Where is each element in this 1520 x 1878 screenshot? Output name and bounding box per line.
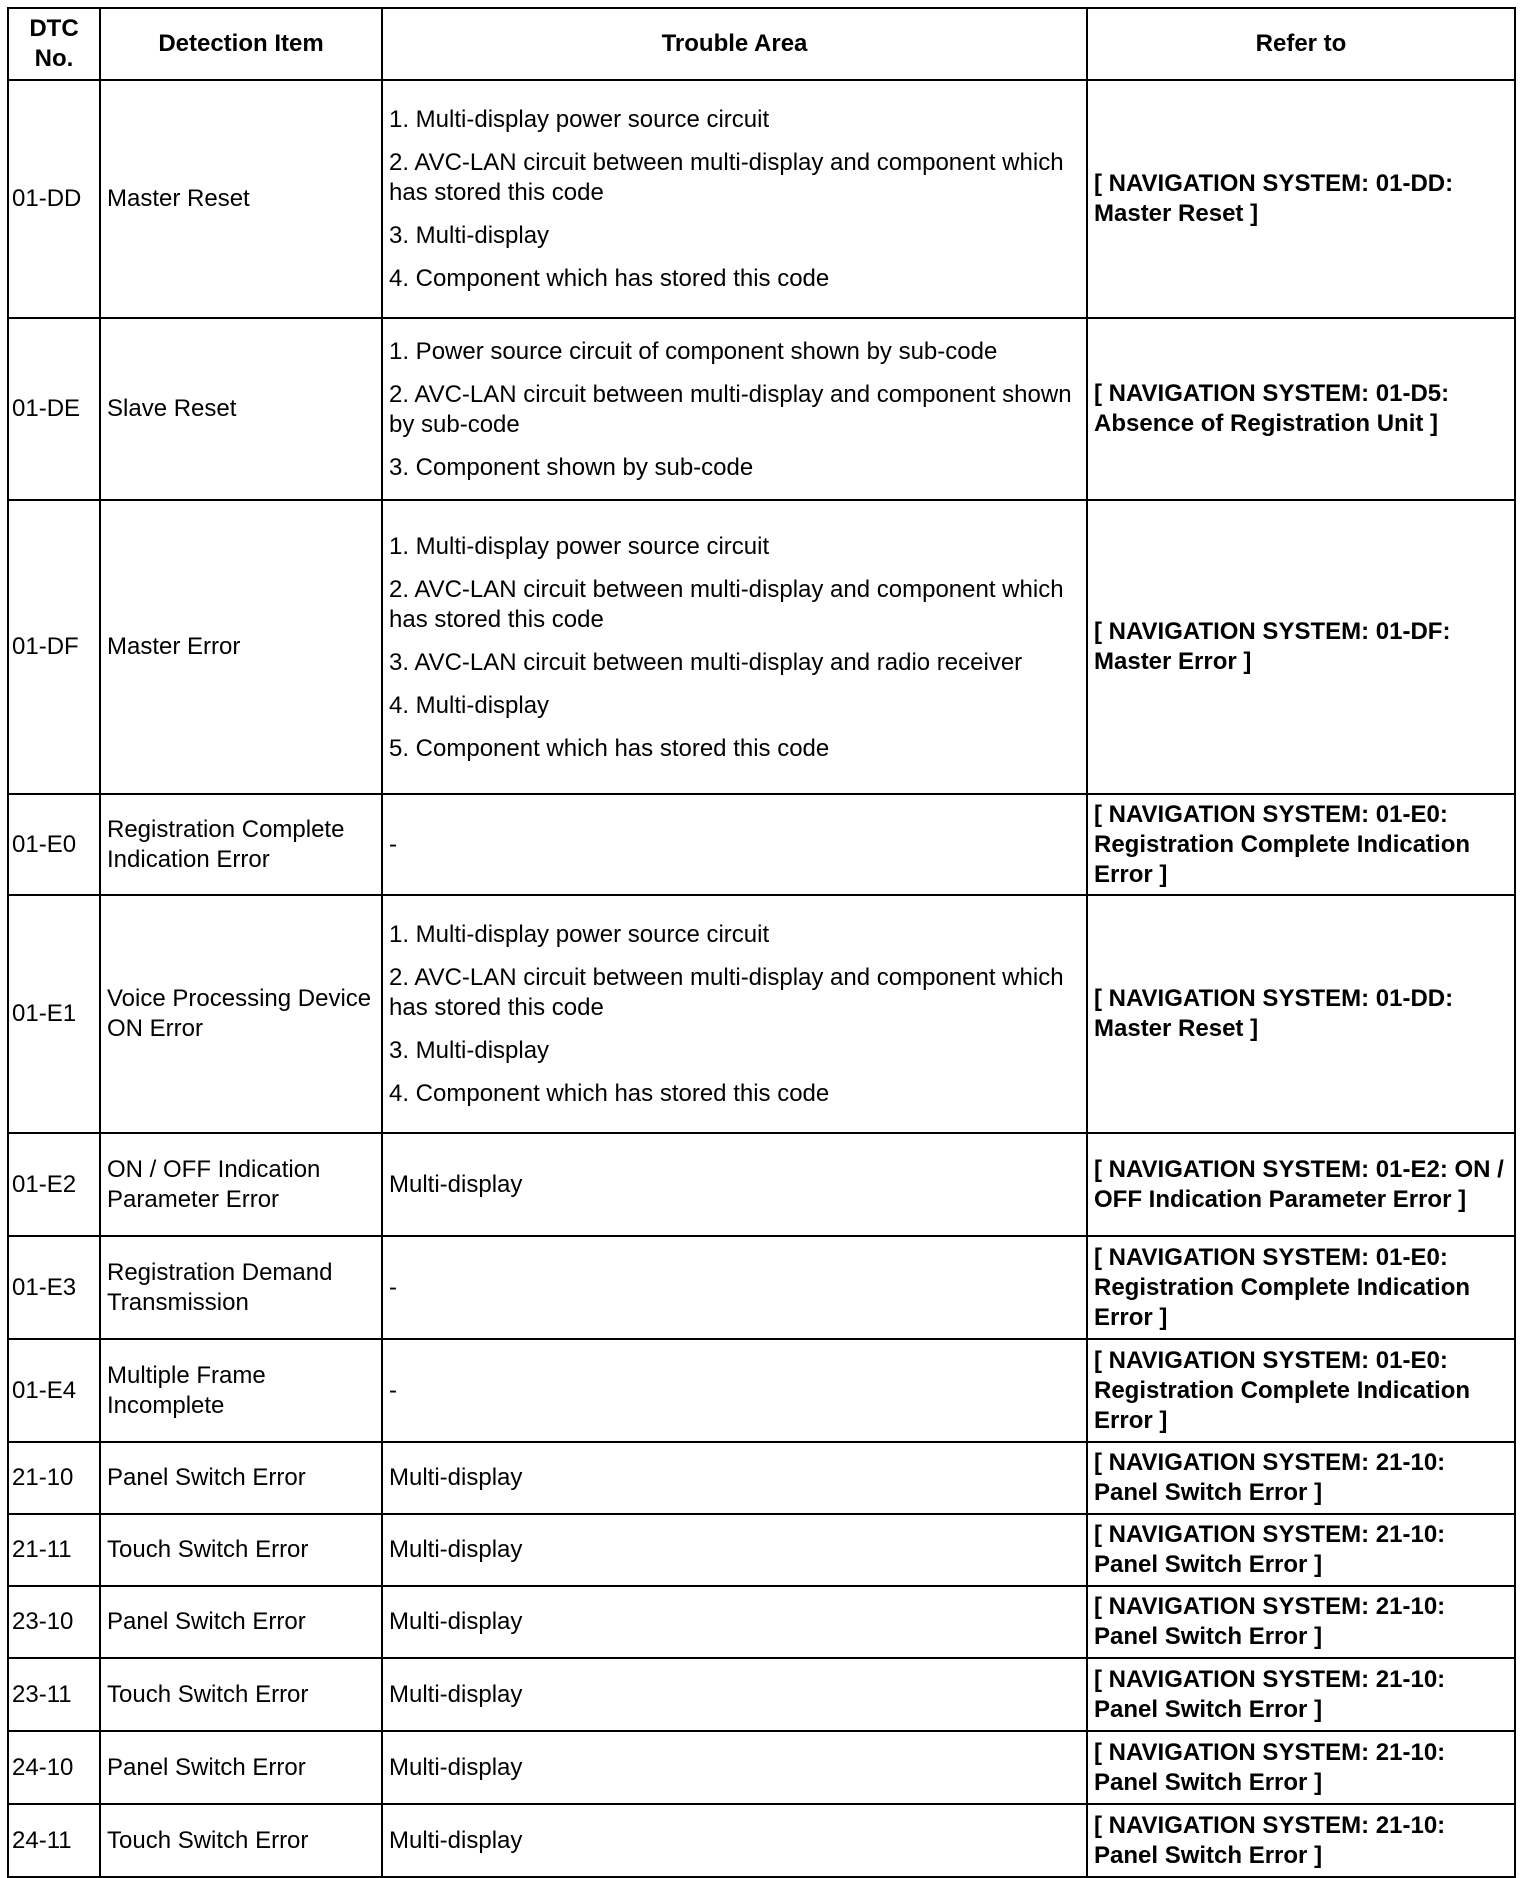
detection-item-cell: Master Reset [100,80,382,318]
trouble-area-cell [382,895,1087,1133]
detection-item-cell: Slave Reset [100,318,382,500]
dtc-code-cell: 24-10 [8,1731,100,1804]
dtc-code-cell: 23-11 [8,1658,100,1731]
table-row [8,895,1515,1133]
refer-to-cell: [ NAVIGATION SYSTEM: 21-10: Panel Switch Error ] [1087,1804,1515,1877]
detection-item-cell: Panel Switch Error [100,1586,382,1658]
refer-to-cell: [ NAVIGATION SYSTEM: 01-DD: Master Reset ] [1087,80,1515,318]
trouble-area-item: 2. AVC-LAN circuit between multi-display and component shown by sub-code [389,380,1072,438]
table-row [8,1442,1515,1514]
header-refer-to: Refer to [1087,8,1515,80]
detection-item-cell: Touch Switch Error [100,1804,382,1877]
dtc-code-cell: 01-E3 [8,1236,100,1339]
detection-item-cell: Registration Complete Indication Error [100,794,382,895]
refer-to-cell: [ NAVIGATION SYSTEM: 01-D5: Absence of Registration Unit ] [1087,318,1515,500]
refer-to-cell: [ NAVIGATION SYSTEM: 21-10: Panel Switch Error ] [1087,1731,1515,1804]
refer-to-cell: [ NAVIGATION SYSTEM: 01-DD: Master Reset ] [1087,895,1515,1133]
dtc-code-cell: 21-10 [8,1442,100,1514]
detection-item-cell: Registration Demand Transmission [100,1236,382,1339]
refer-to-cell: [ NAVIGATION SYSTEM: 21-10: Panel Switch Error ] [1087,1442,1515,1514]
refer-to-cell: [ NAVIGATION SYSTEM: 01-E0: Registration Complete Indication Error ] [1087,1236,1515,1339]
table-row [8,1731,1515,1804]
table-row [8,1236,1515,1339]
trouble-area-item: 1. Multi-display power source circuit [389,921,770,948]
trouble-area-cell: Multi-display [382,1586,1087,1658]
header-detection-item: Detection Item [100,8,382,80]
trouble-area-cell: - [382,1339,1087,1442]
detection-item-cell: Panel Switch Error [100,1442,382,1514]
refer-to-cell: [ NAVIGATION SYSTEM: 01-DF: Master Error ] [1087,500,1515,794]
trouble-area-cell [382,318,1087,500]
dtc-code-cell: 01-E1 [8,895,100,1133]
table-row [8,794,1515,895]
refer-to-cell: [ NAVIGATION SYSTEM: 21-10: Panel Switch Error ] [1087,1658,1515,1731]
table-row [8,1804,1515,1877]
trouble-area-cell: - [382,1236,1087,1339]
dtc-code-cell: 01-E0 [8,794,100,895]
table-row [8,1658,1515,1731]
dtc-code-cell: 01-DE [8,318,100,500]
table-row [8,500,1515,794]
trouble-area-item: 3. AVC-LAN circuit between multi-display and radio receiver [389,648,1023,676]
trouble-area-cell: Multi-display [382,1731,1087,1804]
trouble-area-cell: Multi-display [382,1442,1087,1514]
refer-to-cell: [ NAVIGATION SYSTEM: 01-E0: Registration Complete Indication Error ] [1087,794,1515,895]
dtc-table [7,7,1516,1878]
trouble-area-cell: Multi-display [382,1133,1087,1236]
dtc-code-cell: 01-E4 [8,1339,100,1442]
table-row [8,1586,1515,1658]
dtc-code-cell: 01-DF [8,500,100,794]
detection-item-cell: Panel Switch Error [100,1731,382,1804]
detection-item-cell: Touch Switch Error [100,1658,382,1731]
trouble-area-cell: Multi-display [382,1514,1087,1586]
trouble-area-item: 3. Component shown by sub-code [389,453,754,481]
trouble-area-item: 1. Power source circuit of component shown by sub-code [389,337,998,365]
trouble-area-item: 5. Component which has stored this code [389,734,830,762]
table-body [8,80,1515,1877]
detection-item-cell: Voice Processing Device ON Error [100,895,382,1133]
header-trouble-area: Trouble Area [382,8,1087,80]
trouble-area-item: 4. Component which has stored this code [389,1080,830,1107]
trouble-area-item: 3. Multi-display [389,222,550,249]
table-row [8,1514,1515,1586]
table-row [8,1133,1515,1236]
trouble-area-cell [382,500,1087,794]
trouble-area-cell [382,80,1087,318]
trouble-area-item: 3. Multi-display [389,1037,550,1064]
detection-item-cell: ON / OFF Indication Parameter Error [100,1133,382,1236]
trouble-area-cell: Multi-display [382,1804,1087,1877]
trouble-area-item: 1. Multi-display power source circuit [389,532,770,560]
trouble-area-item: 4. Component which has stored this code [389,265,830,292]
trouble-area-item: 2. AVC-LAN circuit between multi-display and component which has stored this code [389,149,1064,206]
dtc-code-cell: 23-10 [8,1586,100,1658]
table-row [8,318,1515,500]
dtc-code-cell: 21-11 [8,1514,100,1586]
header-row [8,8,1515,80]
refer-to-cell: [ NAVIGATION SYSTEM: 01-E0: Registration Complete Indication Error ] [1087,1339,1515,1442]
dtc-code-cell: 24-11 [8,1804,100,1877]
trouble-area-item: 1. Multi-display power source circuit [389,106,770,133]
header-dtc-no: DTC No. [8,8,100,80]
refer-to-cell: [ NAVIGATION SYSTEM: 21-10: Panel Switch Error ] [1087,1586,1515,1658]
detection-item-cell: Multiple Frame Incomplete [100,1339,382,1442]
refer-to-cell: [ NAVIGATION SYSTEM: 21-10: Panel Switch Error ] [1087,1514,1515,1586]
dtc-code-cell: 01-DD [8,80,100,318]
detection-item-cell: Touch Switch Error [100,1514,382,1586]
dtc-code-cell: 01-E2 [8,1133,100,1236]
trouble-area-item: 4. Multi-display [389,691,550,719]
trouble-area-item: 2. AVC-LAN circuit between multi-display and component which has stored this code [389,575,1064,633]
trouble-area-cell: Multi-display [382,1658,1087,1731]
trouble-area-cell: - [382,794,1087,895]
detection-item-cell: Master Error [100,500,382,794]
refer-to-cell: [ NAVIGATION SYSTEM: 01-E2: ON / OFF Indication Parameter Error ] [1087,1133,1515,1236]
trouble-area-item: 2. AVC-LAN circuit between multi-display and component which has stored this code [389,964,1064,1021]
table-row [8,80,1515,318]
table-row [8,1339,1515,1442]
